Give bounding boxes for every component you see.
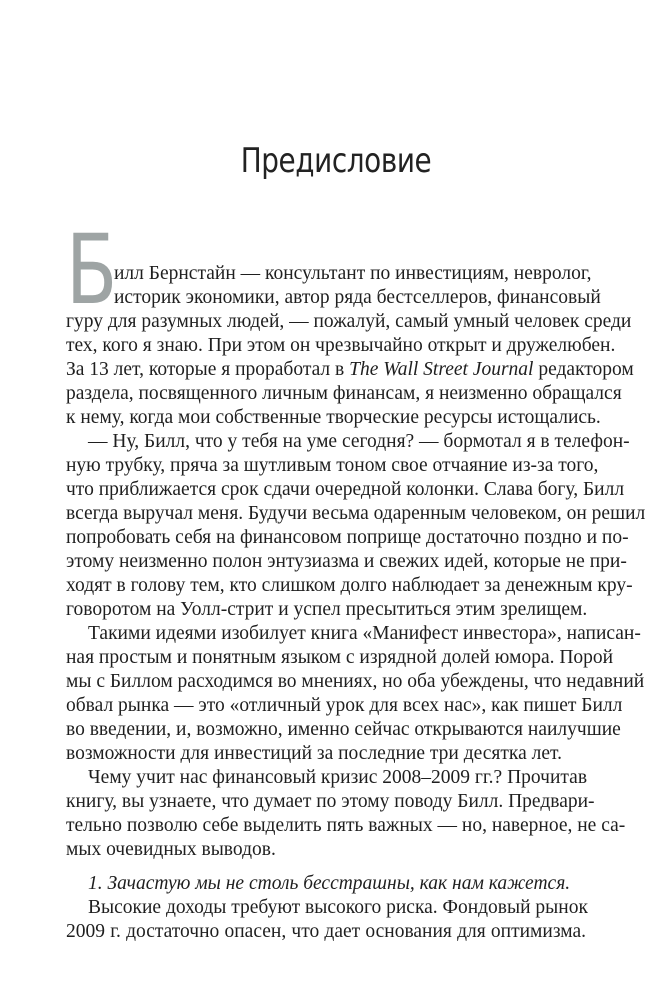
text-line: говоротом на Уолл-стрит и успел пресытиться этим зрелищем. bbox=[66, 599, 588, 620]
text-line: ходят в голову тем, кто слишком долго наблюдает за денежным кру- bbox=[66, 575, 633, 596]
text-line: Высокие доходы требуют высокого риска. Фондовый рынок bbox=[88, 897, 588, 918]
drop-cap: Б bbox=[66, 214, 118, 326]
text-line: историк экономики, автор ряда бестселлеров, финансовый bbox=[114, 287, 601, 308]
text-line: Чему учит нас финансовый кризис 2008–2009 гг.? Прочитав bbox=[88, 767, 588, 788]
text-segment: редактором bbox=[533, 359, 634, 380]
text-line: илл Бернстайн — консультант по инвестициям, невролог, bbox=[114, 263, 592, 284]
text-line: тех, кого я знаю. При этом он чрезвычайно открыт и дружелюбен. bbox=[66, 335, 616, 356]
text-line: книгу, вы узнаете, что думает по этому поводу Билл. Предвари- bbox=[66, 791, 595, 812]
text-line: тельно позволю себе выделить пять важных — но, наверное, не са- bbox=[66, 815, 626, 836]
numbered-point-heading: 1. Зачастую мы не столь бесстрашны, как нам кажется. bbox=[88, 873, 571, 894]
text-line: всегда выручал меня. Будучи весьма одаренным человеком, он решил bbox=[66, 503, 646, 524]
text-line: 2009 г. достаточно опасен, что дает основания для оптимизма. bbox=[66, 921, 586, 942]
text-line: ную трубку, пряча за шутливым тоном свое отчаяние из-за того, bbox=[66, 455, 599, 476]
text-line: к нему, когда мои собственные творческие ресурсы истощались. bbox=[66, 407, 601, 428]
text-line-with-italic bbox=[66, 358, 634, 382]
text-line: попробовать себя на финансовом поприще достаточно поздно и по- bbox=[66, 527, 629, 548]
text-line: что приближается срок сдачи очередной колонки. Слава богу, Билл bbox=[66, 479, 625, 500]
text-line: гуру для разумных людей, — пожалуй, самый умный человек среди bbox=[66, 311, 632, 332]
text-line: Такими идеями изобилует книга «Манифест инвестора», написан- bbox=[88, 623, 641, 644]
text-line: раздела, посвященного личным финансам, я неизменно обращался bbox=[66, 383, 622, 404]
text-line: мы с Биллом расходимся во мнениях, но оба убеждены, что недавний bbox=[66, 671, 645, 692]
text-line: во введении, и, возможно, именно сейчас открываются наилучшие bbox=[66, 719, 621, 740]
text-line: этому неизменно полон энтузиазма и свежих идей, которые не при- bbox=[66, 551, 627, 572]
text-line: — Ну, Билл, что у тебя на уме сегодня? — бормотал я в телефон- bbox=[88, 431, 630, 452]
text-line: ная простым и понятным языком с изрядной долей юмора. Порой bbox=[66, 647, 614, 668]
publication-title: The Wall Street Journal bbox=[349, 359, 534, 380]
text-segment: За 13 лет, которые я проработал в bbox=[66, 359, 350, 380]
text-line: возможности для инвестиций за последние три десятка лет. bbox=[66, 743, 562, 764]
text-line: мых очевидных выводов. bbox=[66, 839, 276, 860]
chapter-title: Предисловие bbox=[240, 140, 432, 181]
text-line: обвал рынка — это «отличный урок для всех нас», как пишет Билл bbox=[66, 695, 623, 716]
